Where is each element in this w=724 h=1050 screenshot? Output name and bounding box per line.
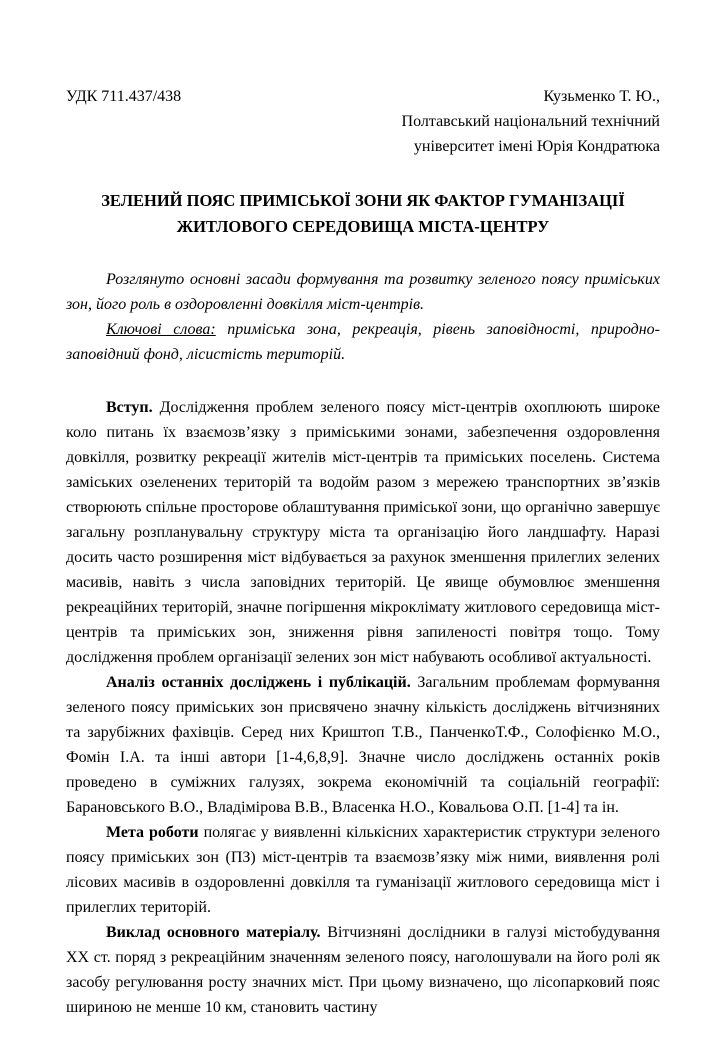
author-block: [402, 84, 660, 159]
paragraph-goal: [66, 820, 660, 920]
abstract-paragraph: [66, 267, 660, 317]
body-text: [66, 395, 660, 1020]
paragraph-main-material: [66, 920, 660, 1020]
paragraph-lead: Мета роботи: [106, 824, 199, 841]
paragraph-lead: Виклад основного матеріалу.: [106, 924, 321, 941]
paragraph-lead: Вступ.: [106, 399, 153, 416]
paper-title-line-2: ЖИТЛОВОГО СЕРЕДОВИЩА МІСТА-ЦЕНТРУ: [176, 217, 550, 236]
document-header: [66, 84, 660, 159]
paragraph-analysis: [66, 670, 660, 820]
affiliation-line-2: університет імені Юрія Кондратюка: [413, 138, 660, 155]
paragraph-text: Дослідження проблем зеленого поясу міст-центрів охоплюють широке коло питань їх взаємозв’язку з приміськими зонами, забезпечення оздоровлення довкілля, розвитку рекреації жителів міст-центрів та приміських поселень. Система заміських озеленених територій та водойм разом з мережею транспортних зв’язків створюють спільне просторове облаштування приміської зони, що органічно завершує загальну розпланувальну структуру міста та організацію його ландшафту. Наразі досить часто розширення міст відбувається за рахунок зменшення прилеглих зелених масивів, навіть з числа заповідних територій. Це явище обумовлює зменшення рекреаційних територій, значне погіршення мікроклімату житлового середовища міст-центрів та приміських зон, зниження рівня запиленості повітря тощо. Тому дослідження проблем організації зелених зон міст набувають особливої актуальності.: [66, 399, 661, 666]
paragraph-lead: Аналіз останніх досліджень і публікацій.: [106, 674, 411, 691]
paragraph-text: Вітчизняні дослідники в галузі містобудування ХХ ст. поряд з рекреаційним значенням зеленого поясу, наголошували на його ролі як засобу регулювання росту значних міст. При цьому визначено, що лісопарковий пояс шириною не менше 10 км, становить частину: [66, 924, 661, 1016]
keywords-text: приміська зона, рекреація, рівень заповідності, природно-заповідний фонд, лісистість територій.: [66, 321, 661, 363]
paper-title-line-1: ЗЕЛЕНИЙ ПОЯС ПРИМІСЬКОЇ ЗОНИ ЯК ФАКТОР ГУМАНІЗАЦІЇ: [101, 191, 625, 210]
keywords-paragraph: [66, 317, 660, 367]
paper-title: [76, 188, 650, 240]
keywords-label: Ключові слова:: [106, 321, 216, 338]
affiliation-line-1: Полтавський національний технічний: [401, 113, 660, 130]
author-name: Кузьменко Т. Ю.,: [543, 88, 660, 105]
abstract-text: Розглянуто основні засади формування та розвитку зеленого поясу приміських зон, його роль в оздоровленні довкілля міст-центрів.: [66, 271, 660, 313]
paragraph-text: полягає у виявленні кількісних характеристик структури зеленого поясу приміських зон (ПЗ) міст-центрів та взаємозв’язку між ними, виявлення ролі лісових масивів в оздоровленні довкілля та гуманізації житлового середовища міст і прилеглих територій.: [66, 824, 660, 916]
paragraph-introduction: [66, 395, 660, 670]
paragraph-text: Загальним проблемам формування зеленого поясу приміських зон присвячено значну кількість досліджень вітчизняних та зарубіжних фахівців. Серед них Криштоп Т.В., ПанченкоТ.Ф., Солофієнко М.О., Фомін І.А. та інші автори [1-4,6,8,9]. Значне число досліджень останніх років проведено в суміжних галузях, зокрема економічній та соціальній географії: Барановського В.О., Владімірова В.В., Власенка Н.О., Ковальова О.П. [1-4] та ін.: [66, 674, 660, 816]
abstract-block: [66, 267, 660, 367]
udc-code: УДК 711.437/438: [66, 88, 182, 105]
